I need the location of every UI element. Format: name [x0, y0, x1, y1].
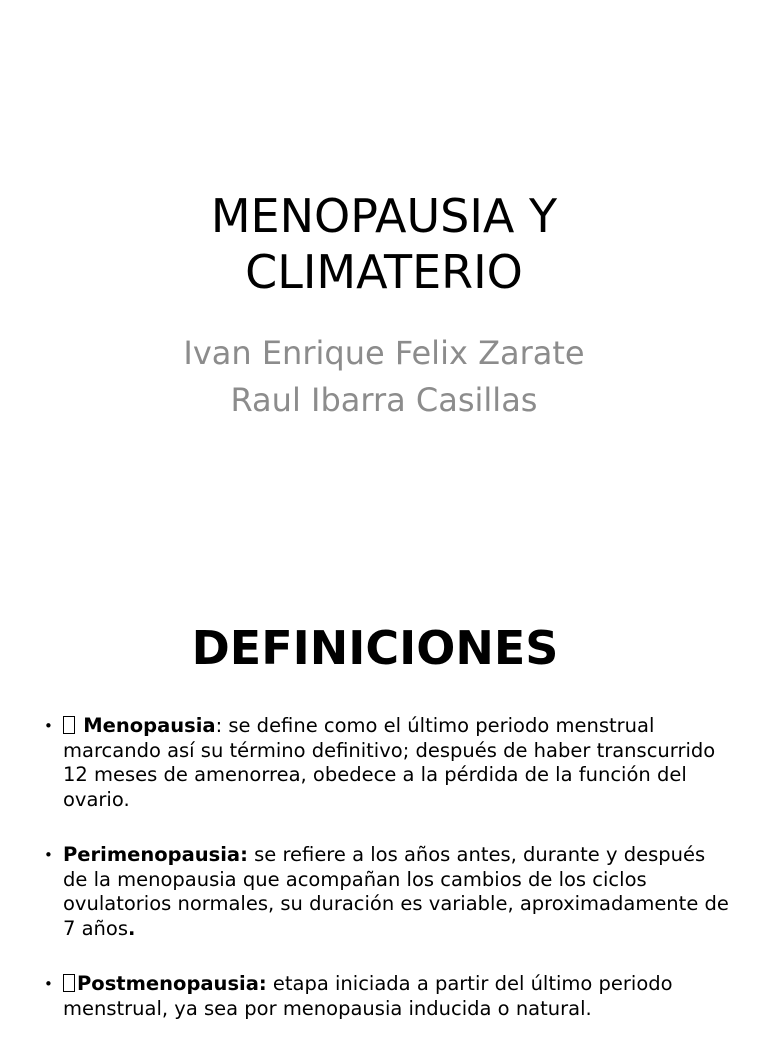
author-1: Ivan Enrique Felix Zarate: [183, 334, 585, 372]
trailing-period: .: [128, 916, 136, 940]
list-item-perimenopausia: [44, 843, 734, 941]
missing-glyph-icon: [63, 716, 75, 734]
title-line-1: MENOPAUSIA Y: [210, 189, 558, 243]
bullet-dot-icon: •: [44, 846, 53, 864]
definitions-title: DEFINICIONES: [191, 621, 559, 675]
definitions-slide: [0, 576, 768, 1024]
definition-perimenopausia: se refiere a los años antes, durante y después de la menopausia que acompañan los cambios de los ciclos ovulatorios normales, su duración es variable, aproximadamente de 7 años: [63, 843, 729, 940]
term-menopausia: Menopausia: [83, 714, 216, 737]
presentation-title: [0, 188, 768, 300]
bullet-dot-icon: •: [44, 717, 53, 735]
term-perimenopausia: Perimenopausia:: [63, 843, 248, 866]
author-2: Raul Ibarra Casillas: [230, 381, 538, 419]
definitions-list: [44, 714, 734, 1052]
missing-glyph-icon: [63, 974, 75, 992]
bullet-dot-icon: •: [44, 975, 53, 993]
list-item-menopausia: [44, 714, 734, 812]
authors-subtitle: [0, 330, 768, 424]
definition-menopausia: : se define como el último periodo menstrual marcando así su término definitivo; después de haber transcurrido 12 meses de amenorrea, obedece a la pérdida de la función del ovario.: [63, 714, 716, 811]
title-line-2: CLIMATERIO: [245, 245, 523, 299]
definition-postmenopausia: etapa iniciada a partir del último periodo menstrual, ya sea por menopausia inducida o natural.: [63, 972, 673, 1020]
term-postmenopausia: Postmenopausia:: [77, 972, 267, 995]
list-item-postmenopausia: [44, 972, 734, 1021]
